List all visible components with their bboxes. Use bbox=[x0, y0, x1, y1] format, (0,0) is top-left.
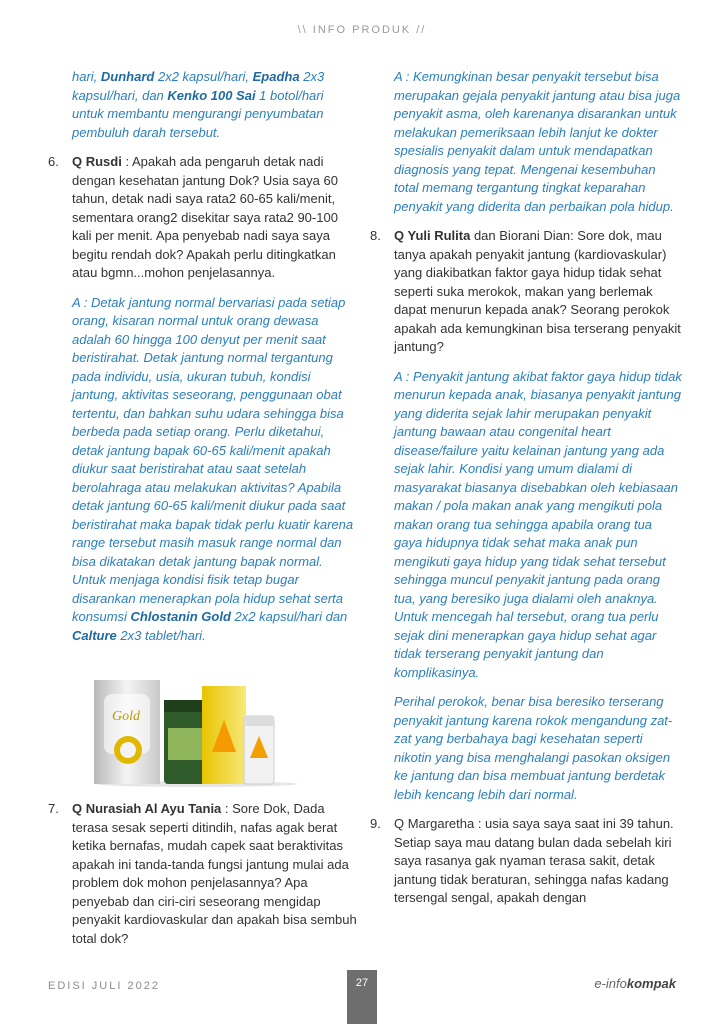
text: 2x2 kapsul/hari dan bbox=[230, 609, 348, 624]
answer-continued bbox=[48, 68, 358, 142]
question-number: 6. bbox=[48, 154, 59, 169]
brand-logo bbox=[594, 976, 676, 991]
answer-8: A : Penyakit jantung akibat faktor gaya hidup tidak menurun kepada anak, biasanya penyakit jantung yang diderita sejak lahir merupakan penyakit jantung bawaan atau congenital heart disease/failure yaitu kelainan jantung yang ada sejak lahir. Kondisi yang umum dialami di masyarakat biasanya disebabkan oleh kebiasaan makan / pola makan anak yang mengikuti pola makan orang tua sehingga apabila orang tua gaya hidupnya tidak sehat maka anak pun mengikuti gaya hidup yang tidak sehat tersebut sehingga muncul penyakit jantung pada orang tua, yang beresiko juga dialami oleh anaknya. Untuk mencegah hal tersebut, orang tua perlu sejak dini menerapkan gaya hidup sehat agar tidak terserang penyakit jantung dan komplikasinya. bbox=[394, 368, 682, 680]
answer-7: A : Kemungkinan besar penyakit tersebut bisa merupakan gejala penyakit jantung atau bisa juga penyakit asma, oleh karenanya disarankan untuk melakukan pemeriksaan lebih lanjut ke dokter spesialis penyakit dalam untuk mendapatkan diagnosis yang tepat. Mengenai kesembuhan total memang tergantung tingkat keparahan penyakit yang diderita dan perbaikan pola hidup. bbox=[394, 69, 681, 214]
right-column bbox=[370, 68, 682, 908]
product-name: Calture bbox=[72, 627, 117, 643]
left-column-bottom bbox=[48, 800, 358, 948]
question-text: : Apakah ada pengaruh detak nadi dengan kesehatan jantung Dok? Usia saya 60 tahun, detak nadi saya rata2 60-65 kali/menit, sementara orang2 disekitar saya rata2 90-100 kali per menit. Apa penyebab nadi saya saya begitu rendah dok? Apakah perlu ditingkatkan atau bgmn...mohon penjelasannya. bbox=[72, 154, 338, 280]
question-text: dan Biorani Dian: Sore dok, mau tanya apakah penyakit jantung (kardiovaskular) yang diakibatkan faktor gaya hidup tidak sehat seperti suka merokok, makan yang berlemak dapat menurun kepada anak? Seorang perokok apakah ada kemungkinan bisa terserang penyakit jantung? bbox=[394, 228, 681, 354]
answer-8-continued: Perihal perokok, benar bisa beresiko terserang penyakit jantung karena rokok mengandung zat-zat yang berbahaya bagi kesehatan seperti nikotin yang bisa menghalangi pasokan oksigen ke jantung dan bisa membuat jantung berdetak lebih kencang lebih dari normal. bbox=[394, 694, 673, 802]
asker-name: Q Yuli Rulita bbox=[394, 228, 471, 243]
text: 2x3 tablet/hari. bbox=[116, 627, 206, 643]
question-8 bbox=[370, 227, 682, 357]
edition-label: EDISI JULI 2022 bbox=[48, 980, 160, 992]
section-header: \\ INFO PRODUK // bbox=[297, 24, 427, 36]
asker-name: Q Nurasiah Al Ayu Tania bbox=[72, 801, 222, 816]
product-label: Gold bbox=[112, 709, 140, 724]
text: A : Detak jantung normal bervariasi pada setiap orang, kisaran normal untuk orang dewasa adalah 60 hingga 100 denyut per menit saat beristirahat. Detak jantung normal tergantung pada individu, usia, ukuran tubuh, kondisi jantung, aktivitas seseorang, penggunaan obat tertentu, dan bahkan suhu udara sehingga bisa berbeda pada setiap orang. Perlu diketahui, detak jantung bapak 60-65 kali/menit apakah diukur saat beristirahat atau saat setelah berolahraga atau melakukan aktivitas? Apabila detak jantung 60-65 kali/menit diukur pada saat beristirahat maka bapak tidak perlu kuatir karena range tersebut masih masuk range normal dan bisa dikatakan detak jantung bapak normal. Untuk menjaga kondisi fisik tetap bugar disarankan menerapkan pola hidup sehat serta konsumsi bbox=[72, 294, 354, 624]
left-column bbox=[48, 68, 358, 645]
text: 1 botol/hari untuk membantu mengurangi penyumbatan pembuluh darah tersebut. bbox=[72, 87, 324, 140]
question-7 bbox=[48, 800, 358, 948]
product-name: Dunhard bbox=[100, 69, 155, 84]
product-name: Kenko 100 Sai bbox=[167, 87, 256, 103]
product-name: Epadha bbox=[252, 69, 300, 84]
page-number: 27 bbox=[347, 970, 377, 1024]
question-9 bbox=[370, 815, 682, 908]
text: 2x2 kapsul/hari, bbox=[154, 69, 253, 84]
question-number: 8. bbox=[370, 228, 381, 243]
text: 2x3 kapsul/hari, dan bbox=[72, 69, 325, 103]
asker-name: Q Rusdi bbox=[72, 154, 122, 169]
product-name: Chlostanin Gold bbox=[130, 609, 231, 624]
brand-prefix: e-info bbox=[594, 976, 627, 991]
product-image bbox=[92, 672, 302, 787]
question-6 bbox=[48, 153, 358, 283]
text: hari, bbox=[72, 69, 101, 84]
question-number: 9. bbox=[370, 816, 381, 831]
brand-name: kompak bbox=[626, 976, 676, 991]
question-text: : Sore Dok, Dada terasa sesak seperti ditindih, nafas agak berat ketika bernafas, mudah capek saat beraktivitas apakah ini tanda-tanda fungsi jantung mulai ada problem dok mohon penjelasannya? Apa penyebab dan ciri-ciri seseorang mengidap penyakit kardiovaskular dan apakah bisa sembuh total dok? bbox=[72, 801, 357, 946]
answer-6 bbox=[48, 294, 358, 646]
question-number: 7. bbox=[48, 801, 59, 816]
question-text: Q Margaretha : usia saya saya saat ini 39 tahun. Setiap saya mau datang bulan dada sebelah kiri saya rasanya gak nyaman terasa sakit, detak jantung tidak beraturan, sehingga nafas kadang tersengal sengal, apakah dengan bbox=[394, 816, 674, 905]
